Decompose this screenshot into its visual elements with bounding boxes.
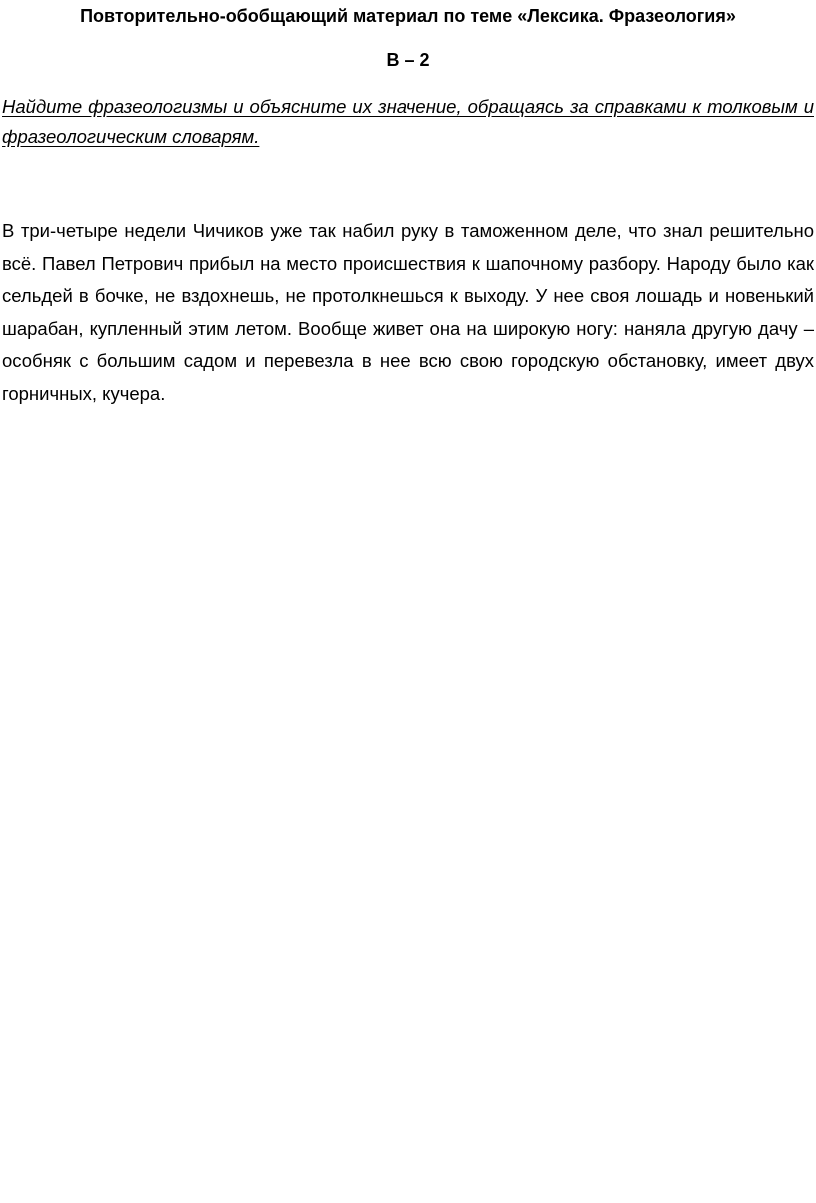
variant-label: В – 2 bbox=[386, 50, 430, 70]
task-instruction: Найдите фразеологизмы и объясните их значение, обращаясь за справками к толковым и фразеологическим словарям. bbox=[2, 96, 814, 147]
document-title: Повторительно-обобщающий материал по теме «Лексика. Фразеология» bbox=[80, 6, 736, 26]
exercise-text: В три-четыре недели Чичиков уже так набил руку в таможенном деле, что знал решительно всё. Павел Петрович прибыл на место происшествия к шапочному разбору. Народу было как сельдей в бочке, не вздохнешь, не протолкнешься к выходу. У нее своя лошадь и новенький шарабан, купленный этим летом. Вообще живет она на широкую ногу: наняла другую дачу – особняк с большим садом и перевезла в нее всю свою городскую обстановку, имеет двух горничных, кучера. bbox=[2, 220, 814, 404]
